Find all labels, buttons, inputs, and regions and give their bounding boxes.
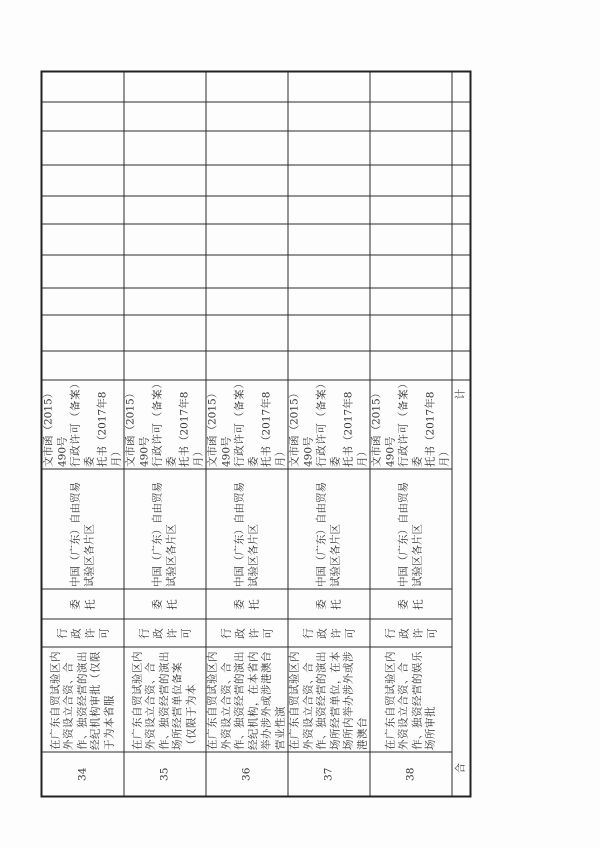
empty-cell — [41, 351, 124, 380]
empty-cell — [452, 255, 470, 288]
item-name: 在广东自贸试验区内外资设立合资、合作、独资经营的娱乐场所审批 — [370, 647, 452, 752]
empty-cell — [206, 71, 288, 102]
category-char: 可 — [261, 627, 274, 639]
method-char: 托 — [83, 598, 96, 610]
empty-cell — [452, 71, 470, 102]
implementation-scope: 中国（广东）自由贸易试验区各片区 — [124, 469, 206, 589]
empty-cell — [288, 351, 370, 380]
rotated-table-container — [40, 72, 466, 797]
empty-cell — [41, 102, 124, 131]
empty-cell — [124, 102, 206, 131]
empty-cell — [206, 288, 288, 315]
empty-cell — [124, 255, 206, 288]
empty-cell — [452, 131, 470, 165]
basis-line: 文市函（2015）490号 — [206, 387, 232, 467]
delegation-method — [124, 589, 206, 619]
basis-line: 文市函（2015）490号 — [42, 387, 68, 467]
empty-cell — [288, 224, 370, 255]
empty-cell — [124, 131, 206, 165]
empty-cell — [370, 288, 452, 315]
total-label-part1: 合 — [454, 762, 466, 773]
implementation-scope: 中国（广东）自由贸易试验区各片区 — [370, 469, 452, 589]
empty-cell — [452, 224, 470, 255]
basis-line: 行政许可（备案）委 — [69, 382, 95, 467]
seq-number: 37 — [288, 752, 370, 796]
empty-cell — [41, 71, 124, 102]
basis-line: 文市函（2015）490号 — [370, 387, 396, 467]
category-char: 政 — [233, 627, 246, 639]
category-char: 政 — [397, 627, 410, 639]
category-char: 许 — [165, 627, 178, 639]
category-char: 许 — [329, 627, 342, 639]
empty-cell — [124, 71, 206, 102]
empty-cell — [206, 224, 288, 255]
category-char: 政 — [69, 627, 82, 639]
empty-cell — [370, 351, 452, 380]
empty-cell — [124, 196, 206, 224]
empty-cell — [370, 255, 452, 288]
empty-cell — [452, 196, 470, 224]
empty-cell — [206, 196, 288, 224]
basis-line: 托书（2017年8月） — [342, 391, 368, 467]
category-char: 可 — [425, 627, 438, 639]
empty-cell — [452, 165, 470, 196]
basis-line: 行政许可（备案）委 — [151, 382, 177, 467]
empty-cell — [206, 351, 288, 380]
basis-line: 行政许可（备案）委 — [397, 382, 423, 467]
legal-basis — [41, 380, 124, 469]
empty-cell — [206, 131, 288, 165]
basis-line: 文市函（2015）490号 — [288, 387, 314, 467]
empty-cell — [41, 255, 124, 288]
empty-cell — [288, 165, 370, 196]
empty-cell — [206, 102, 288, 131]
delegation-method — [370, 589, 452, 619]
table-row — [288, 71, 370, 796]
empty-cell — [370, 102, 452, 131]
basis-line: 托书（2017年8月） — [178, 391, 204, 467]
total-row — [452, 71, 470, 796]
category-char: 行 — [301, 627, 314, 639]
empty-cell — [206, 165, 288, 196]
legal-basis — [206, 380, 288, 469]
category-char: 行 — [55, 627, 68, 639]
method-char: 委 — [150, 598, 163, 610]
empty-cell — [124, 224, 206, 255]
empty-cell — [41, 288, 124, 315]
table-row — [206, 71, 288, 796]
empty-cell — [288, 196, 370, 224]
table-row — [370, 71, 452, 796]
category-char: 许 — [247, 627, 260, 639]
item-name: 在广东自贸试验区内外资设立合资、合作、独资经营的演出经纪机构，在本省内举办涉外或涉港澳台营业性演 — [206, 647, 288, 752]
basis-line: 文市函（2015）490号 — [124, 387, 150, 467]
item-name: 在广东自贸试验区内外资设立合资、合作、独资经营的演出场所经营单位，在本场所内举办涉外或涉港澳台 — [288, 647, 370, 752]
empty-cell — [124, 315, 206, 351]
basis-line: 托书（2017年8月） — [96, 391, 122, 467]
seq-number: 35 — [124, 752, 206, 796]
item-category — [288, 619, 370, 647]
method-char: 托 — [247, 598, 260, 610]
method-char: 委 — [314, 598, 327, 610]
empty-cell — [288, 102, 370, 131]
delegation-method — [206, 589, 288, 619]
empty-cell — [288, 255, 370, 288]
empty-cell — [370, 71, 452, 102]
item-name: 在广东自贸试验区内外资设立合资、合作、独资经营的演出场所经营单位备案（仅限于为本 — [124, 647, 206, 752]
implementation-scope: 中国（广东）自由贸易试验区各片区 — [41, 469, 124, 589]
category-char: 许 — [411, 627, 424, 639]
empty-cell — [41, 165, 124, 196]
delegation-method — [41, 589, 124, 619]
item-category — [41, 619, 124, 647]
empty-cell — [370, 315, 452, 351]
empty-cell — [370, 196, 452, 224]
category-char: 政 — [315, 627, 328, 639]
empty-cell — [206, 315, 288, 351]
basis-line: 托书（2017年8月） — [424, 391, 450, 467]
category-char: 可 — [97, 627, 110, 639]
category-char: 行 — [383, 627, 396, 639]
item-category — [124, 619, 206, 647]
category-char: 行 — [219, 627, 232, 639]
method-char: 委 — [68, 598, 81, 610]
seq-number: 34 — [41, 752, 124, 796]
legal-basis — [370, 380, 452, 469]
method-char: 委 — [396, 598, 409, 610]
total-label-cell — [452, 380, 470, 796]
category-char: 可 — [343, 627, 356, 639]
empty-cell — [206, 255, 288, 288]
legal-basis — [124, 380, 206, 469]
empty-cell — [452, 102, 470, 131]
empty-cell — [41, 224, 124, 255]
empty-cell — [41, 131, 124, 165]
basis-line: 托书（2017年8月） — [260, 391, 286, 467]
empty-cell — [370, 165, 452, 196]
seq-number: 36 — [206, 752, 288, 796]
total-label-part2: 计 — [454, 388, 466, 399]
empty-cell — [452, 288, 470, 315]
method-char: 托 — [165, 598, 178, 610]
category-char: 行 — [137, 627, 150, 639]
method-char: 托 — [411, 598, 424, 610]
basis-line: 行政许可（备案）委 — [315, 382, 341, 467]
implementation-scope: 中国（广东）自由贸易试验区各片区 — [288, 469, 370, 589]
table-row — [124, 71, 206, 796]
table-row — [41, 71, 124, 796]
empty-cell — [124, 288, 206, 315]
category-char: 可 — [179, 627, 192, 639]
category-char: 政 — [151, 627, 164, 639]
seq-number: 38 — [370, 752, 452, 796]
item-category — [206, 619, 288, 647]
empty-cell — [288, 71, 370, 102]
category-char: 许 — [83, 627, 96, 639]
basis-line: 行政许可（备案）委 — [233, 382, 259, 467]
empty-cell — [288, 288, 370, 315]
empty-cell — [370, 224, 452, 255]
item-name: 在广东自贸试验区内外资设立合资、合作、独资经营的演出经纪机构审批（仅限于为本省服 — [41, 647, 124, 752]
method-char: 委 — [232, 598, 245, 610]
empty-cell — [452, 315, 470, 351]
empty-cell — [41, 315, 124, 351]
empty-cell — [370, 131, 452, 165]
empty-cell — [124, 165, 206, 196]
implementation-scope: 中国（广东）自由贸易试验区各片区 — [206, 469, 288, 589]
method-char: 托 — [329, 598, 342, 610]
empty-cell — [288, 131, 370, 165]
empty-cell — [124, 351, 206, 380]
delegation-method — [288, 589, 370, 619]
empty-cell — [41, 196, 124, 224]
empty-cell — [452, 351, 470, 380]
delegation-items-table — [40, 70, 471, 797]
item-category — [370, 619, 452, 647]
legal-basis — [288, 380, 370, 469]
empty-cell — [288, 315, 370, 351]
